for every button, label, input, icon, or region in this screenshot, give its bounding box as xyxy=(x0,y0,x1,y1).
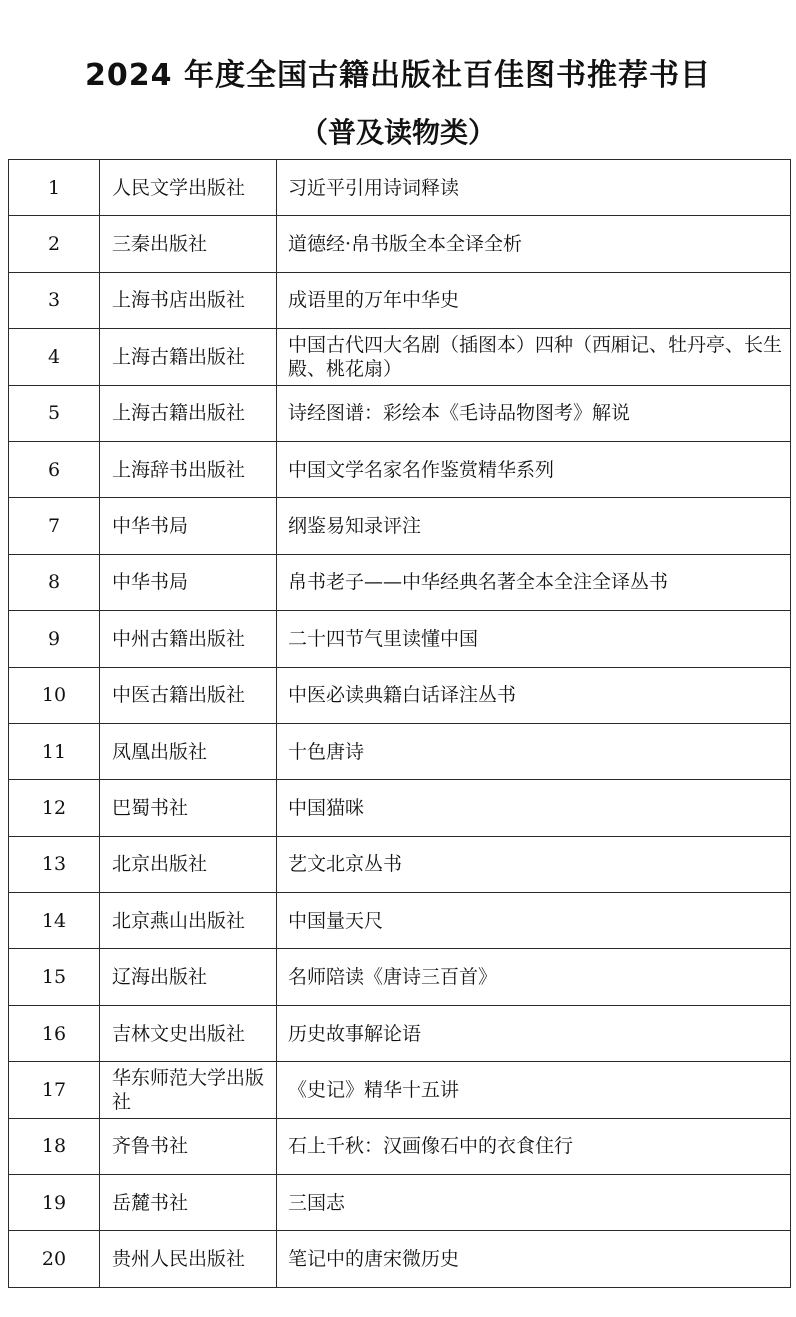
publisher-cell: 辽海出版社 xyxy=(100,949,277,1005)
book-title-cell: 中国猫咪 xyxy=(277,780,791,836)
table-row xyxy=(9,1175,791,1231)
row-number-cell: 3 xyxy=(9,272,100,328)
row-number-cell: 9 xyxy=(9,611,100,667)
book-title-cell: 中国量天尺 xyxy=(277,893,791,949)
publisher-cell: 中州古籍出版社 xyxy=(100,611,277,667)
book-title-cell: 成语里的万年中华史 xyxy=(277,272,791,328)
table-row xyxy=(9,272,791,328)
row-number-cell: 15 xyxy=(9,949,100,1005)
book-title-cell: 二十四节气里读懂中国 xyxy=(277,611,791,667)
row-number-cell: 1 xyxy=(9,160,100,216)
book-title-cell: 《史记》精华十五讲 xyxy=(277,1062,791,1118)
publisher-cell: 上海古籍出版社 xyxy=(100,385,277,441)
publisher-cell: 上海书店出版社 xyxy=(100,272,277,328)
table-row xyxy=(9,893,791,949)
row-number-cell: 17 xyxy=(9,1062,100,1118)
publisher-cell: 中华书局 xyxy=(100,554,277,610)
publisher-cell: 人民文学出版社 xyxy=(100,160,277,216)
book-title-cell: 道德经·帛书版全本全译全析 xyxy=(277,216,791,272)
table-row xyxy=(9,160,791,216)
row-number-cell: 4 xyxy=(9,329,100,385)
book-list-table xyxy=(8,159,791,1288)
table-row xyxy=(9,723,791,779)
publisher-cell: 巴蜀书社 xyxy=(100,780,277,836)
publisher-cell: 北京出版社 xyxy=(100,836,277,892)
book-title-cell: 历史故事解论语 xyxy=(277,1005,791,1061)
table-row xyxy=(9,667,791,723)
table-row xyxy=(9,780,791,836)
book-title-cell: 诗经图谱：彩绘本《毛诗品物图考》解说 xyxy=(277,385,791,441)
table-row xyxy=(9,441,791,497)
row-number-cell: 7 xyxy=(9,498,100,554)
publisher-cell: 三秦出版社 xyxy=(100,216,277,272)
publisher-cell: 华东师范大学出版社 xyxy=(100,1062,277,1118)
publisher-cell: 凤凰出版社 xyxy=(100,723,277,779)
book-title-cell: 名师陪读《唐诗三百首》 xyxy=(277,949,791,1005)
book-title-cell: 中医必读典籍白话译注丛书 xyxy=(277,667,791,723)
publisher-cell: 上海古籍出版社 xyxy=(100,329,277,385)
document-subtitle: （普及读物类） xyxy=(299,116,496,149)
row-number-cell: 14 xyxy=(9,893,100,949)
book-title-cell: 帛书老子——中华经典名著全本全注全译丛书 xyxy=(277,554,791,610)
book-title-cell: 习近平引用诗词释读 xyxy=(277,160,791,216)
book-title-cell: 笔记中的唐宋微历史 xyxy=(277,1231,791,1287)
book-title-cell: 中国文学名家名作鉴赏精华系列 xyxy=(277,441,791,497)
row-number-cell: 12 xyxy=(9,780,100,836)
book-title-cell: 十色唐诗 xyxy=(277,723,791,779)
row-number-cell: 11 xyxy=(9,723,100,779)
row-number-cell: 5 xyxy=(9,385,100,441)
row-number-cell: 19 xyxy=(9,1175,100,1231)
row-number-cell: 10 xyxy=(9,667,100,723)
table-row xyxy=(9,836,791,892)
publisher-cell: 中医古籍出版社 xyxy=(100,667,277,723)
document-title: 2024 年度全国古籍出版社百佳图书推荐书目 xyxy=(85,58,711,93)
book-title-cell: 石上千秋：汉画像石中的衣食住行 xyxy=(277,1118,791,1174)
book-title-cell: 中国古代四大名剧（插图本）四种（西厢记、牡丹亭、长生殿、桃花扇） xyxy=(277,329,791,385)
book-title-cell: 艺文北京丛书 xyxy=(277,836,791,892)
publisher-cell: 齐鲁书社 xyxy=(100,1118,277,1174)
book-title-cell: 三国志 xyxy=(277,1175,791,1231)
table-row xyxy=(9,1062,791,1118)
table-body xyxy=(9,160,791,1288)
table-row xyxy=(9,329,791,385)
table-row xyxy=(9,498,791,554)
publisher-cell: 上海辞书出版社 xyxy=(100,441,277,497)
table-row xyxy=(9,1005,791,1061)
row-number-cell: 8 xyxy=(9,554,100,610)
row-number-cell: 20 xyxy=(9,1231,100,1287)
publisher-cell: 岳麓书社 xyxy=(100,1175,277,1231)
publisher-cell: 贵州人民出版社 xyxy=(100,1231,277,1287)
table-row xyxy=(9,554,791,610)
publisher-cell: 吉林文史出版社 xyxy=(100,1005,277,1061)
book-title-cell: 纲鉴易知录评注 xyxy=(277,498,791,554)
table-row xyxy=(9,385,791,441)
table-row xyxy=(9,611,791,667)
table-row xyxy=(9,1231,791,1287)
publisher-cell: 北京燕山出版社 xyxy=(100,893,277,949)
row-number-cell: 2 xyxy=(9,216,100,272)
row-number-cell: 18 xyxy=(9,1118,100,1174)
row-number-cell: 6 xyxy=(9,441,100,497)
table-row xyxy=(9,216,791,272)
table-row xyxy=(9,949,791,1005)
row-number-cell: 13 xyxy=(9,836,100,892)
publisher-cell: 中华书局 xyxy=(100,498,277,554)
row-number-cell: 16 xyxy=(9,1005,100,1061)
table-row xyxy=(9,1118,791,1174)
